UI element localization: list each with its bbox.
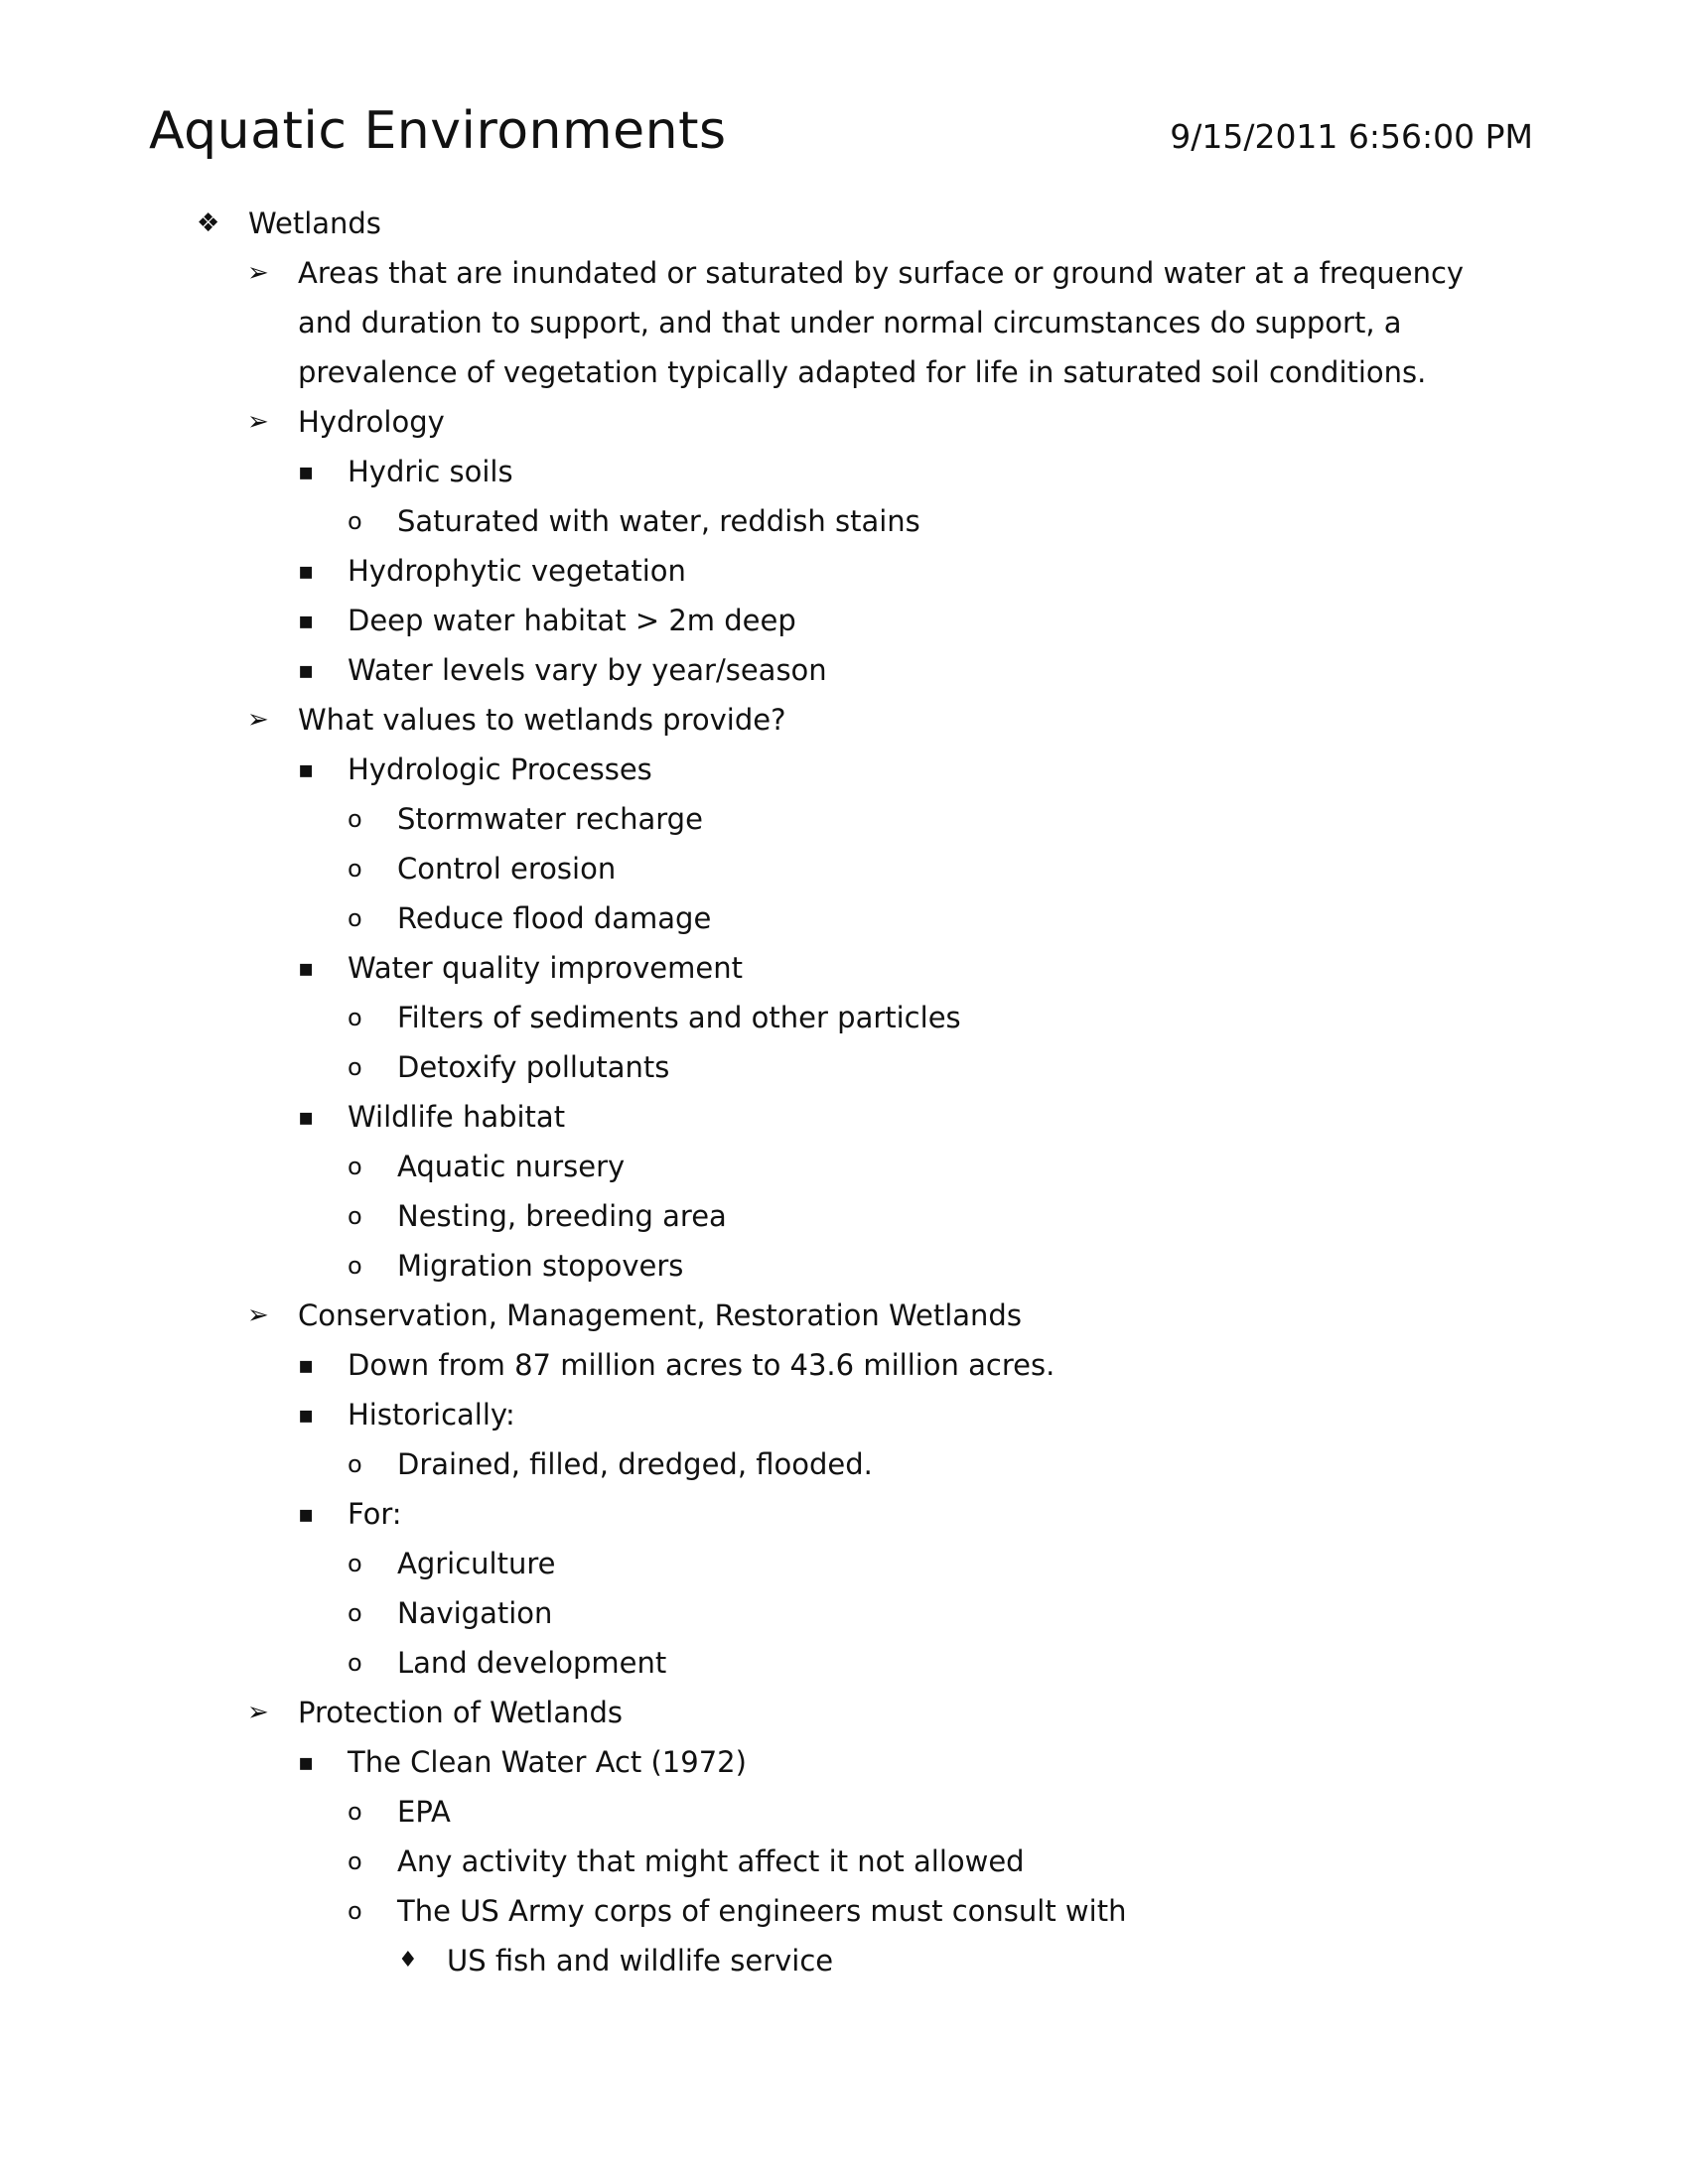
outline-item-level-2 <box>0 447 1688 496</box>
bullet-icon: o <box>348 1649 362 1677</box>
bullet-icon: o <box>348 805 362 833</box>
outline-item-level-1 <box>0 248 1688 397</box>
bullet-icon: o <box>348 1053 362 1081</box>
outline-item-level-3 <box>0 893 1688 943</box>
bullet-icon: o <box>348 1599 362 1627</box>
bullet-icon: ▪ <box>298 458 315 485</box>
outline-item-text: Stormwater recharge <box>397 802 703 836</box>
outline-item-level-3 <box>0 1787 1688 1837</box>
bullet-icon: o <box>348 1202 362 1230</box>
outline-item-text: Hydrophytic vegetation <box>348 554 686 588</box>
bullet-icon: ▪ <box>298 1500 315 1528</box>
outline-item-text: Reduce flood damage <box>397 901 712 935</box>
outline-item-text: For: <box>348 1497 402 1531</box>
bullet-icon: ▪ <box>298 607 315 634</box>
bullet-icon: ➢ <box>247 1698 269 1727</box>
outline-item-level-2 <box>0 645 1688 695</box>
outline-item-text: The Clean Water Act (1972) <box>348 1745 747 1779</box>
outline-item-level-3 <box>0 1539 1688 1588</box>
outline-item-text: Agriculture <box>397 1547 556 1580</box>
bullet-icon: o <box>348 1153 362 1180</box>
outline-item-level-1 <box>0 1688 1688 1737</box>
outline-item-text: Water levels vary by year/season <box>348 653 827 687</box>
bullet-icon: o <box>348 1798 362 1826</box>
outline-item-level-2 <box>0 1737 1688 1787</box>
outline-item-text: What values to wetlands provide? <box>298 703 786 737</box>
outline-item-level-2 <box>0 546 1688 596</box>
outline-item-text: Control erosion <box>397 852 617 886</box>
outline-item-text: Nesting, breeding area <box>397 1199 727 1233</box>
bullet-icon: o <box>348 855 362 883</box>
page-title: Aquatic Environments <box>149 101 727 161</box>
outline-item-text: Hydrologic Processes <box>348 752 652 786</box>
outline-item-level-2 <box>0 596 1688 645</box>
outline-item-text: EPA <box>397 1795 451 1829</box>
outline-item-level-3 <box>0 1837 1688 1886</box>
outline-item-level-2 <box>0 1340 1688 1390</box>
bullet-icon: ➢ <box>247 407 269 437</box>
bullet-icon: o <box>348 1450 362 1478</box>
outline-item-level-3 <box>0 993 1688 1042</box>
outline-item-text: Water quality improvement <box>348 951 743 985</box>
outline-item-level-3 <box>0 794 1688 844</box>
outline-item-level-2 <box>0 1092 1688 1142</box>
outline-item-text: Aquatic nursery <box>397 1150 626 1183</box>
outline-item-level-2 <box>0 1390 1688 1439</box>
bullet-icon: ▪ <box>298 557 315 585</box>
outline-item-text: Down from 87 million acres to 43.6 million acres. <box>348 1348 1055 1382</box>
bullet-icon: ♦ <box>398 1948 418 1973</box>
outline-list <box>0 199 1688 1985</box>
bullet-icon: o <box>348 507 362 535</box>
outline-item-level-3 <box>0 1588 1688 1638</box>
outline-item-level-3 <box>0 1142 1688 1191</box>
bullet-icon: ▪ <box>298 1351 315 1379</box>
outline-item-level-0 <box>0 199 1688 248</box>
outline-item-text: Wildlife habitat <box>348 1100 566 1134</box>
bullet-icon: o <box>348 1897 362 1925</box>
bullet-icon: ❖ <box>197 208 220 238</box>
outline-item-level-2 <box>0 745 1688 794</box>
bullet-icon: ▪ <box>298 656 315 684</box>
outline-item-text: Hydrology <box>298 405 445 439</box>
bullet-icon: o <box>348 1004 362 1031</box>
outline-item-text: Hydric soils <box>348 455 513 488</box>
bullet-icon: o <box>348 1847 362 1875</box>
bullet-icon: o <box>348 904 362 932</box>
outline-item-level-3 <box>0 1638 1688 1688</box>
outline-item-text: Protection of Wetlands <box>298 1696 624 1729</box>
outline-item-level-3 <box>0 844 1688 893</box>
outline-item-text: Historically: <box>348 1398 515 1432</box>
outline-item-level-3 <box>0 1886 1688 1936</box>
outline-item-text: Migration stopovers <box>397 1249 684 1283</box>
outline-item-text: Areas that are inundated or saturated by surface or ground water at a frequency and duration to support, and that under normal circumstances do support, a prevalence of vegetation typically adapted for life in saturated soil conditions. <box>298 256 1465 389</box>
bullet-icon: ➢ <box>247 1300 269 1330</box>
bullet-icon: ▪ <box>298 1401 315 1429</box>
outline-item-text: US fish and wildlife service <box>447 1944 834 1978</box>
outline-item-text: Wetlands <box>248 206 381 240</box>
outline-item-level-3 <box>0 1439 1688 1489</box>
outline-item-level-3 <box>0 496 1688 546</box>
outline-item-text: Detoxify pollutants <box>397 1050 670 1084</box>
bullet-icon: ▪ <box>298 1748 315 1776</box>
outline-item-text: Deep water habitat > 2m deep <box>348 604 796 637</box>
outline-item-text: The US Army corps of engineers must consult with <box>397 1894 1127 1928</box>
outline-item-level-1 <box>0 397 1688 447</box>
bullet-icon: ➢ <box>247 258 269 288</box>
bullet-icon: ▪ <box>298 755 315 783</box>
outline-item-text: Saturated with water, reddish stains <box>397 504 920 538</box>
timestamp: 9/15/2011 6:56:00 PM <box>1170 117 1533 156</box>
outline-item-level-3 <box>0 1241 1688 1291</box>
outline-item-text: Drained, filled, dredged, flooded. <box>397 1447 873 1481</box>
bullet-icon: ▪ <box>298 954 315 982</box>
outline-item-text: Navigation <box>397 1596 553 1630</box>
bullet-icon: o <box>348 1550 362 1577</box>
outline-item-level-2 <box>0 1489 1688 1539</box>
outline-item-text: Any activity that might affect it not allowed <box>397 1844 1025 1878</box>
outline-item-level-4 <box>0 1936 1688 1985</box>
bullet-icon: ➢ <box>247 705 269 735</box>
outline-item-text: Conservation, Management, Restoration Wetlands <box>298 1298 1022 1332</box>
outline-item-level-1 <box>0 695 1688 745</box>
bullet-icon: ▪ <box>298 1103 315 1131</box>
outline-item-text: Land development <box>397 1646 667 1680</box>
outline-item-text: Filters of sediments and other particles <box>397 1001 961 1034</box>
bullet-icon: o <box>348 1252 362 1280</box>
outline-item-level-3 <box>0 1191 1688 1241</box>
outline-item-level-1 <box>0 1291 1688 1340</box>
outline-item-level-2 <box>0 943 1688 993</box>
outline-item-level-3 <box>0 1042 1688 1092</box>
